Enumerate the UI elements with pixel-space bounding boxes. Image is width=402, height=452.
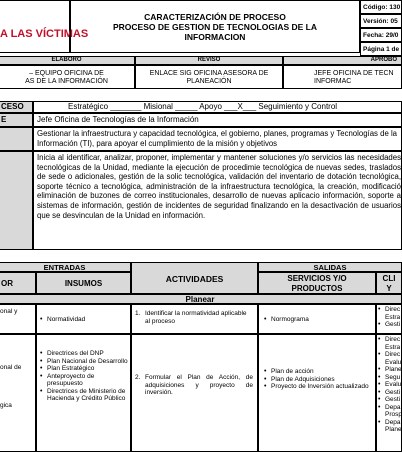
- row2-actividad-num: 2.: [135, 374, 141, 381]
- logo-text: A LAS VÍCTIMAS: [0, 28, 89, 40]
- list-item: • Segu: [378, 374, 402, 382]
- proveedor-header: OR: [0, 272, 36, 294]
- list-item: • Plan Estratégico: [40, 365, 128, 373]
- list-item: • Gesti: [378, 389, 402, 397]
- list-item: • Direc Evalu: [378, 351, 402, 366]
- list-item: • Gesti: [378, 396, 402, 404]
- list-item: • Anteproyecto de presupuesto: [40, 373, 128, 388]
- list-item: • Directrices del DNP: [40, 350, 128, 358]
- row1-actividad-num: 1.: [135, 310, 141, 317]
- row2-productos-list: [264, 368, 372, 391]
- row2-productos-cell: [258, 334, 376, 452]
- title-line-2: PROCESO DE GESTION DE TECNOLOGIAS DE LA: [112, 22, 318, 32]
- row2-clientes-list: [378, 336, 402, 434]
- reviso-label: REVISO: [135, 56, 283, 65]
- tipo-value: Estratégico _______ Misional _____ Apoyo ___X___ Seguimiento y Control: [33, 101, 402, 113]
- aprobo-label: APROBO: [283, 56, 402, 65]
- list-item: • Directrices de Ministerio de Hacienda y Crédito Público: [40, 388, 128, 403]
- codigo-cell: Código: 130: [360, 0, 402, 14]
- list-item: • Direc Estra: [378, 336, 402, 351]
- logo-cell: [0, 0, 89, 53]
- actividades-header: ACTIVIDADES: [131, 262, 258, 294]
- row1-productos-list: [264, 316, 372, 324]
- list-item: • Gesti: [378, 321, 402, 329]
- row2-actividad: Formular el Plan de Acción, de adquisiciones y proyecto de inversión.: [145, 374, 253, 396]
- list-item: • Depa Plane: [378, 419, 402, 434]
- aprobo-value: JEFE OFICINA DE TECN INFORMAC: [283, 65, 402, 89]
- row1-clientes-list: [378, 306, 402, 329]
- list-item: • Proyecto de Inversión actualizado: [264, 383, 372, 391]
- tipo-label: CESO: [0, 101, 33, 113]
- version-cell: Versión: 05: [360, 14, 402, 28]
- alcance-value: Inicia al identificar, analizar, proponer, implementar y mantener soluciones y/o servicios las necesidades tecnológicas de la Unidad, mediante la ejecución de procedimie tecnológica de nuevas sedes, traslados de sede o adicionales, gestión de la solic tecnológica, validación del inventario de dotación tecnológica, soporte técnico a tecnológica, administración de la infraestructura tecnológica, la creación, modificació eliminación de buzones de correo institucionales, desarrollo de nuevas aplicacio información, soporte a sistemas de información, gestión de incidentes de seguridad finalizando en la desactivación de usuarios que se desvinculan de la Unidad en información.: [33, 151, 402, 250]
- fecha-cell: Fecha: 29/0: [360, 28, 402, 42]
- row1-actividad: Identificar la normatividad aplicable al proceso: [145, 310, 247, 325]
- list-item: • Evalu: [378, 381, 402, 389]
- pagina-cell: Página 1 de: [360, 42, 402, 56]
- phase-planear: Planear: [0, 294, 402, 304]
- row1-insumos-list: [40, 316, 128, 324]
- lider-value: Jefe Oficina de Tecnologías de la Información: [33, 113, 402, 127]
- objetivo-value: Gestionar la infraestructura y capacidad tecnológica, el gobierno, planes, programas y Tecnologías de la Información (TI), para apoyar el cumplimiento de la misión y objetivos: [33, 127, 402, 151]
- row2-proveedor-a: onal de: [0, 364, 22, 371]
- row2-proveedor-b: gica: [0, 402, 12, 409]
- list-item: • Direc Estra: [378, 306, 402, 321]
- list-item: • Normatividad: [40, 316, 128, 324]
- insumos-header: INSUMOS: [36, 272, 131, 294]
- objetivo-label: [0, 127, 33, 151]
- row1-proveedor: onal y: [0, 308, 18, 315]
- row2-insumos-list: [40, 350, 128, 403]
- elaboro-value: – EQUIPO OFICINA DE AS DE LA INFORMACIÓN: [0, 65, 135, 89]
- lider-label: E: [0, 113, 33, 127]
- alcance-label: [0, 151, 33, 250]
- salidas-header: SALIDAS: [258, 262, 402, 272]
- entradas-header: ENTRADAS: [0, 262, 131, 272]
- list-item: • Plan Nacional de Desarrollo: [40, 358, 128, 366]
- list-item: • Plan de Adquisiciones: [264, 376, 372, 384]
- list-item: • Plane: [378, 366, 402, 374]
- elaboro-label: ELABORO: [0, 56, 135, 65]
- servicios-header: SERVICIOS Y/O PRODUCTOS: [258, 272, 376, 294]
- list-item: • Plan de acción: [264, 368, 372, 376]
- reviso-value: ENLACE SIG OFICINA ASESORA DE PLANEACIÓN: [135, 65, 283, 89]
- page-title: [70, 12, 360, 42]
- list-item: • Normograma: [264, 316, 372, 324]
- clientes-header: CLI Y: [376, 272, 402, 294]
- title-line-3: INFORMACION: [184, 32, 246, 42]
- list-item: • Depa Prosp: [378, 404, 402, 419]
- row2-proveedor-cell: [0, 334, 36, 452]
- title-line-1: CARACTERIZACIÓN DE PROCESO: [144, 12, 286, 22]
